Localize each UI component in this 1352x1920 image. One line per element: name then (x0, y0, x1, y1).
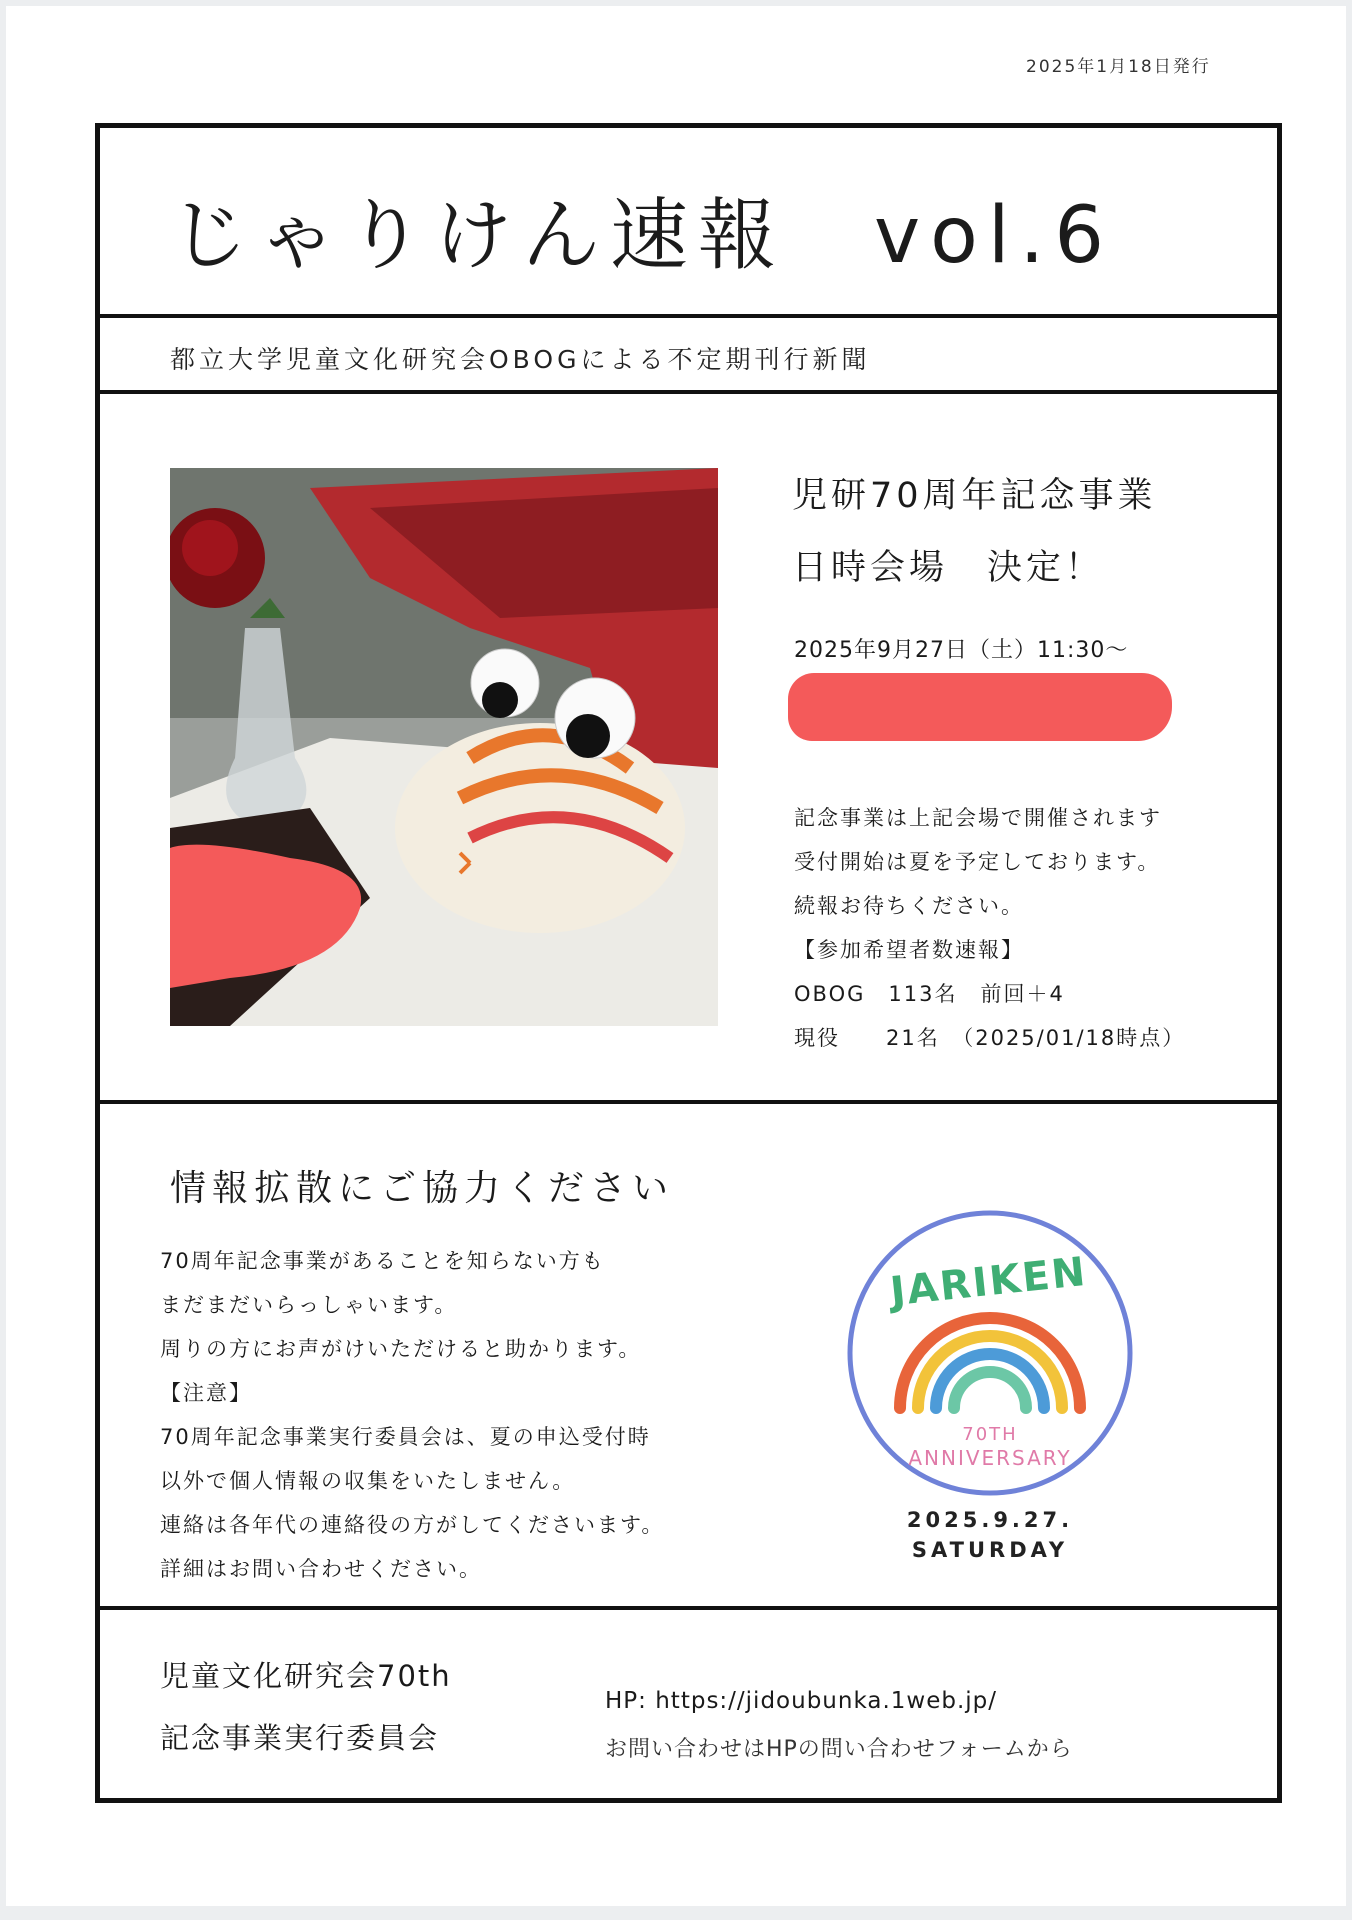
section-line: 詳細はお問い合わせください。 (160, 1557, 482, 1581)
section-line: 【注意】 (160, 1381, 252, 1405)
feature-headline: 児研70周年記念事業 (792, 476, 1157, 516)
active-count: 現役 21名 （2025/01/18時点） (794, 1026, 1186, 1050)
photo-illustration (170, 468, 718, 1026)
badge-date: 2025.9.27. (906, 1508, 1074, 1532)
feature-photo (170, 468, 718, 1026)
anniversary-badge (840, 1203, 1140, 1503)
feature-line: 記念事業は上記会場で開催されます (794, 806, 1162, 830)
feature-line: 続報お待ちください。 (794, 894, 1024, 918)
newsletter-page (6, 6, 1346, 1906)
badge-day: SATURDAY (911, 1538, 1069, 1562)
committee-name-2: 記念事業実行委員会 (160, 1721, 440, 1755)
newsletter-subtitle: 都立大学児童文化研究会OBOGによる不定期刊行新聞 (170, 345, 871, 374)
section-title: 情報拡散にご協力ください (170, 1168, 675, 1209)
rainbow-logo-icon (840, 1203, 1140, 1503)
section-line: 以外で個人情報の収集をいたしません。 (160, 1469, 576, 1493)
divider (100, 1606, 1277, 1610)
committee-name: 児童文化研究会70th (160, 1659, 452, 1693)
event-datetime: 2025年9月27日（土）11:30〜 (794, 638, 1129, 663)
obog-count: OBOG 113名 前回＋4 (794, 982, 1065, 1006)
section-line: 周りの方にお声がけいただけると助かります。 (160, 1337, 642, 1361)
section-line: まだまだいらっしゃいます。 (160, 1293, 458, 1317)
website-link[interactable]: HP: https://jidoubunka.1web.jp/ (605, 1688, 998, 1714)
feature-line: 受付開始は夏を予定しております。 (794, 850, 1161, 874)
feature-line: 【参加希望者数速報】 (794, 938, 1024, 962)
issue-date: 2025年1月18日発行 (1026, 57, 1211, 77)
newsletter-frame (95, 123, 1282, 1803)
contact-note: お問い合わせはHPの問い合わせフォームから (605, 1737, 1073, 1762)
feature-headline-2: 日時会場 決定！ (792, 548, 1105, 588)
divider (100, 390, 1277, 394)
badge-70th: 70TH (962, 1424, 1018, 1445)
badge-brand: JARIKEN (888, 1248, 1090, 1316)
section-line: 連絡は各年代の連絡役の方がしてくださいます。 (160, 1513, 665, 1537)
divider (100, 314, 1277, 318)
divider (100, 1100, 1277, 1104)
badge-anniversary: ANNIVERSARY (908, 1446, 1072, 1470)
section-line: 70周年記念事業実行委員会は、夏の申込受付時 (160, 1425, 651, 1449)
section-line: 70周年記念事業があることを知らない方も (160, 1249, 605, 1273)
redacted-venue (788, 673, 1172, 741)
newsletter-title: じゃりけん速報 vol.6 (170, 191, 1114, 281)
